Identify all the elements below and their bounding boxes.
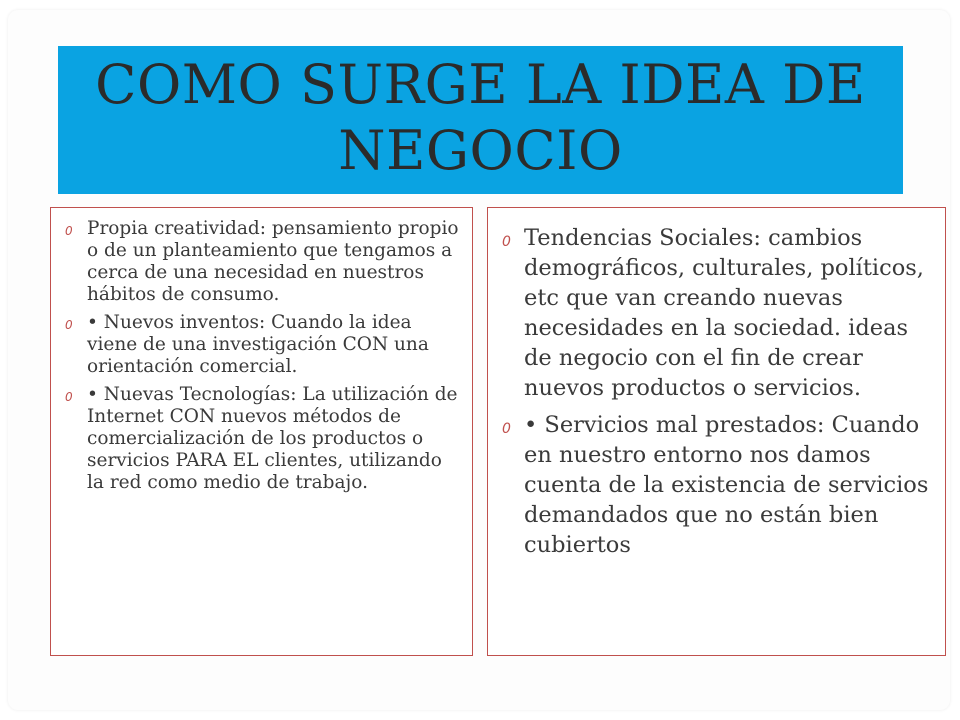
list-item-text: Propia creatividad: pensamiento propio o de un planteamiento que tengamos a cerca de una necesidad en nuestros hábitos de consumo. bbox=[87, 218, 459, 305]
bullet-marker: 0 bbox=[65, 318, 73, 332]
left-bullet-list bbox=[65, 218, 462, 494]
list-item-text: Tendencias Sociales: cambios demográficos, culturales, políticos, etc que van creando nuevas necesidades en la sociedad. ideas de negocio con el fin de crear nuevos productos o servicios. bbox=[524, 225, 924, 401]
list-item bbox=[65, 312, 462, 378]
list-item bbox=[65, 384, 462, 494]
slide-title: COMO SURGE LA IDEA DE NEGOCIO bbox=[95, 53, 866, 182]
bullet-marker: 0 bbox=[502, 421, 511, 437]
list-item-text: • Nuevos inventos: Cuando la idea viene de una investigación CON una orientación comercial. bbox=[87, 312, 429, 377]
list-item bbox=[65, 218, 462, 306]
bullet-marker: 0 bbox=[502, 234, 511, 250]
list-item-text: • Nuevas Tecnologías: La utilización de Internet CON nuevos métodos de comercialización de los productos o servicios PARA EL clientes, utilizando la red como medio de trabajo. bbox=[87, 384, 458, 493]
right-content-box bbox=[487, 207, 946, 656]
list-item-text: • Servicios mal prestados: Cuando en nuestro entorno nos damos cuenta de la existencia de servicios demandados que no están bien cubiertos bbox=[524, 412, 929, 558]
bullet-marker: 0 bbox=[65, 390, 73, 404]
right-bullet-list bbox=[502, 223, 935, 560]
list-item bbox=[502, 223, 935, 403]
left-content-box bbox=[50, 207, 473, 656]
bullet-marker: 0 bbox=[65, 224, 73, 238]
list-item bbox=[502, 410, 935, 560]
